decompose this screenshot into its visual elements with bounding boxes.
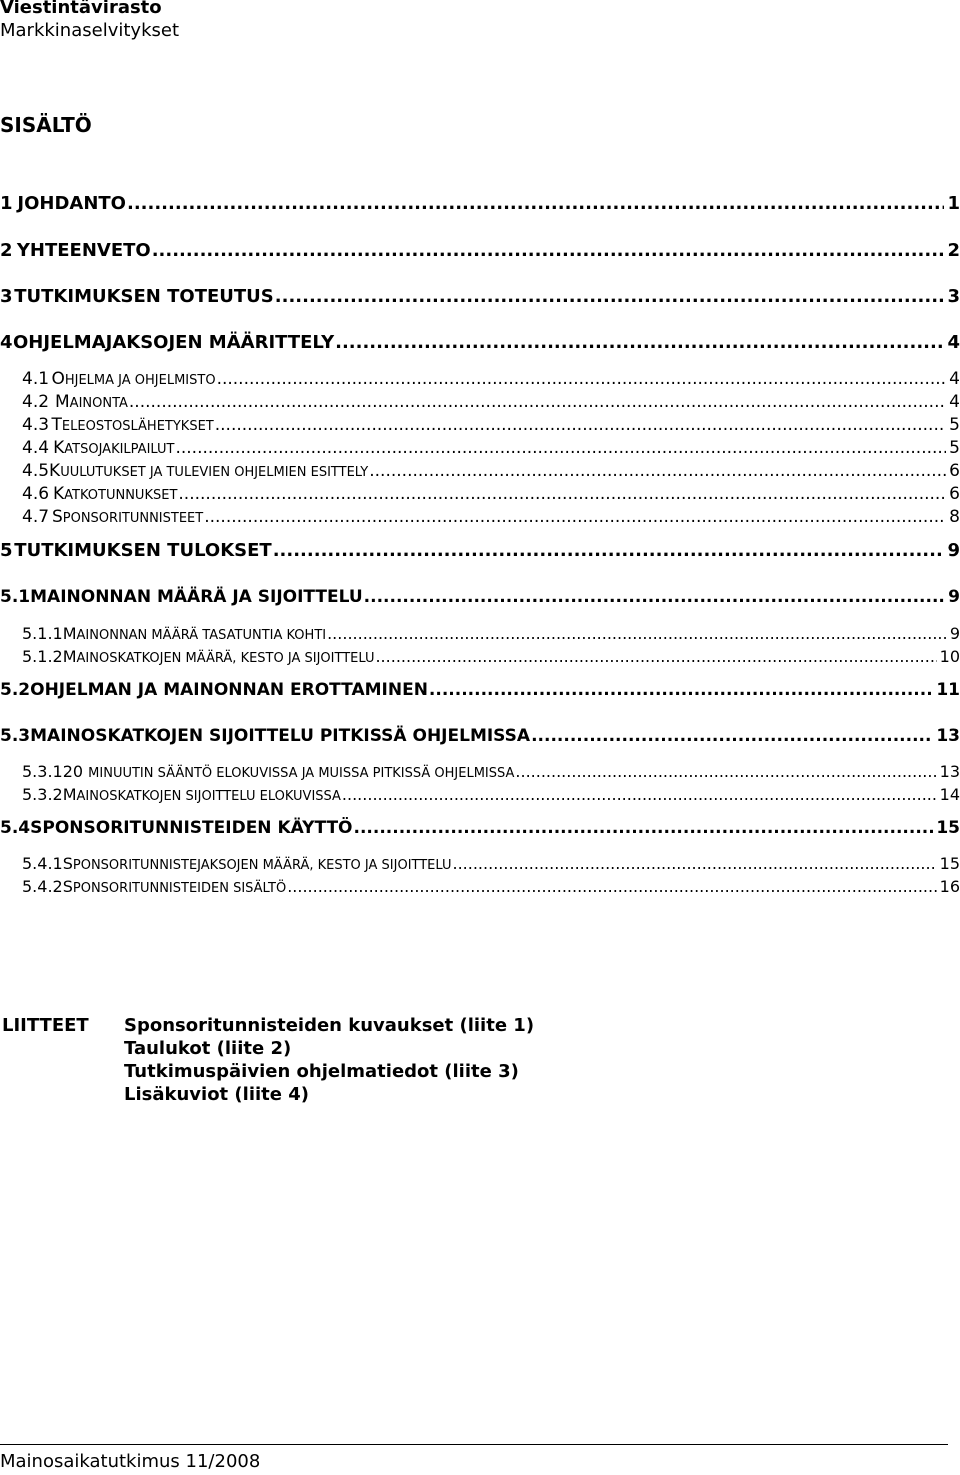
organization-name: Viestintävirasto [0, 0, 162, 18]
toc-dot-leader [273, 540, 945, 561]
toc-entry-title: OHJELMA JA OHJELMISTO [51, 369, 216, 389]
toc-entry-number: 5.4 [0, 818, 31, 838]
toc-entry-number: 2 [0, 240, 13, 261]
toc-entry-number: 5.3.1 [22, 762, 63, 781]
toc-entry[interactable] [0, 762, 960, 781]
toc-entry-number: 5.4.2 [22, 877, 63, 896]
toc-entry-title: MAINONTA [55, 392, 128, 412]
toc-entry-title: OHJELMAJAKSOJEN MÄÄRITTELY [12, 332, 335, 353]
toc-dot-leader [531, 726, 933, 746]
toc-entry-page: 13 [939, 762, 960, 781]
toc-entry[interactable] [0, 818, 960, 838]
toc-dot-leader [129, 392, 946, 412]
toc-entry-number: 5.3 [0, 726, 31, 746]
toc-entry[interactable] [0, 507, 960, 527]
toc-entry[interactable] [0, 540, 960, 561]
toc-entry[interactable] [0, 484, 960, 504]
toc-dot-leader [152, 240, 945, 261]
toc-entry-page: 3 [947, 286, 960, 307]
toc-entry[interactable] [0, 461, 960, 481]
toc-entry[interactable] [0, 726, 960, 746]
toc-entry-page: 2 [947, 240, 960, 261]
toc-entry-number: 1 [0, 193, 13, 214]
toc-entry[interactable] [0, 286, 960, 307]
toc-entry-title: OHJELMAN JA MAINONNAN EROTTAMINEN [30, 680, 428, 700]
appendices-label: LIITTEET [2, 1015, 89, 1036]
toc-entry-number: 5.3.2 [22, 785, 63, 804]
toc-dot-leader [375, 647, 936, 666]
appendix-item: Tutkimuspäivien ohjelmatiedot (liite 3) [124, 1061, 519, 1082]
toc-entry-page: 9 [947, 540, 960, 561]
toc-entry-number: 4 [0, 332, 13, 353]
toc-entry-title: JOHDANTO [17, 193, 126, 214]
footer-divider [0, 1444, 948, 1445]
toc-title: SISÄLTÖ [0, 113, 92, 137]
toc-entry[interactable] [0, 392, 960, 412]
toc-entry-page: 9 [948, 587, 960, 607]
toc-entry-number: 5.1.1 [22, 624, 63, 643]
toc-entry-title: KUULUTUKSET JA TULEVIEN OHJELMIEN ESITTELY [49, 461, 369, 481]
toc-entry-page: 11 [936, 680, 960, 700]
toc-dot-leader [217, 369, 947, 389]
toc-entry-page: 5 [949, 438, 960, 458]
toc-entry-page: 4 [949, 369, 960, 389]
toc-dot-leader [515, 762, 936, 781]
toc-entry-number: 4.1 [22, 369, 50, 389]
toc-entry-title: MAINONNAN MÄÄRÄ JA SIJOITTELU [30, 587, 363, 607]
toc-dot-leader [369, 461, 946, 481]
toc-entry-page: 1 [947, 193, 960, 214]
footer-text: Mainosaikatutkimus 11/2008 [0, 1451, 261, 1472]
toc-entry[interactable] [0, 647, 960, 666]
toc-dot-leader [175, 438, 946, 458]
toc-entry[interactable] [0, 877, 960, 896]
toc-entry-title: MAINOSKATKOJEN SIJOITTELU PITKISSÄ OHJELMISSA [30, 726, 531, 746]
toc-dot-leader [453, 854, 937, 873]
toc-dot-leader [342, 785, 937, 804]
toc-dot-leader [429, 680, 933, 700]
toc-entry-number: 5.1 [0, 587, 31, 607]
toc-dot-leader [127, 193, 944, 214]
toc-entry-number: 4.2 [22, 392, 50, 412]
toc-entry-title: SPONSORITUNNISTEET [51, 507, 204, 527]
toc-entry-page: 8 [949, 507, 960, 527]
appendix-item: Taulukot (liite 2) [124, 1038, 292, 1059]
toc-dot-leader [354, 818, 934, 838]
toc-entry-page: 16 [939, 877, 960, 896]
toc-entry-number: 4.5 [22, 461, 50, 481]
toc-entry-title: MAINOSKATKOJEN MÄÄRÄ, KESTO JA SIJOITTELU [62, 647, 375, 666]
toc-entry-number: 5 [0, 540, 13, 561]
toc-entry[interactable] [0, 415, 960, 435]
toc-entry-page: 6 [949, 461, 960, 481]
toc-entry-number: 5.4.1 [22, 854, 63, 873]
toc-entry[interactable] [0, 785, 960, 804]
toc-dot-leader [335, 332, 944, 353]
toc-entry-title: SPONSORITUNNISTEIDEN KÄYTTÖ [30, 818, 353, 838]
toc-entry-title: KATKOTUNNUKSET [53, 484, 178, 504]
toc-entry-page: 14 [939, 785, 960, 804]
toc-entry-title: 20 MINUUTIN SÄÄNTÖ ELOKUVISSA JA MUISSA PITKISSÄ OHJELMISSA [62, 762, 515, 781]
toc-entry-page: 13 [936, 726, 960, 746]
toc-entry-title: TUTKIMUKSEN TOTEUTUS [14, 286, 274, 307]
toc-dot-leader [275, 286, 945, 307]
toc-entry-page: 9 [949, 624, 960, 643]
toc-entry-number: 5.2 [0, 680, 31, 700]
toc-entry-title: KATSOJAKILPAILUT [53, 438, 175, 458]
toc-entry[interactable] [0, 369, 960, 389]
toc-entry-page: 10 [939, 647, 960, 666]
toc-entry-title: TELEOSTOSLÄHETYKSET [51, 415, 214, 435]
toc-dot-leader [327, 624, 947, 643]
toc-dot-leader [364, 587, 946, 607]
appendix-item: Lisäkuviot (liite 4) [124, 1084, 309, 1105]
toc-entry-title: YHTEENVETO [16, 240, 151, 261]
toc-entry-title: MAINONNAN MÄÄRÄ TASATUNTIA KOHTI [62, 624, 327, 643]
toc-entry-number: 5.1.2 [22, 647, 63, 666]
toc-entry-page: 4 [947, 332, 960, 353]
toc-dot-leader [178, 484, 946, 504]
toc-entry-page: 15 [936, 818, 960, 838]
toc-entry[interactable] [0, 680, 960, 700]
toc-entry-title: SPONSORITUNNISTEIDEN SISÄLTÖ [62, 877, 287, 896]
toc-entry-number: 4.7 [22, 507, 50, 527]
toc-entry-title: TUTKIMUKSEN TULOKSET [14, 540, 272, 561]
toc-entry[interactable] [0, 854, 960, 873]
toc-entry-number: 3 [0, 286, 13, 307]
department-name: Markkinaselvitykset [0, 20, 179, 41]
toc-dot-leader [287, 877, 936, 896]
toc-entry[interactable] [0, 438, 960, 458]
toc-entry-page: 4 [949, 392, 960, 412]
toc-entry[interactable] [0, 624, 960, 643]
toc-entry-number: 4.3 [22, 415, 50, 435]
appendix-item: Sponsoritunnisteiden kuvaukset (liite 1) [124, 1015, 535, 1036]
toc-dot-leader [204, 507, 946, 527]
toc-entry[interactable] [0, 332, 960, 353]
toc-entry[interactable] [0, 193, 960, 214]
toc-entry-title: SPONSORITUNNISTEJAKSOJEN MÄÄRÄ, KESTO JA SIJOITTELU [62, 854, 452, 873]
toc-entry-number: 4.4 [22, 438, 50, 458]
toc-entry-page: 15 [939, 854, 960, 873]
toc-entry[interactable] [0, 587, 960, 607]
toc-dot-leader [215, 415, 946, 435]
toc-entry-page: 5 [949, 415, 960, 435]
toc-entry[interactable] [0, 240, 960, 261]
toc-entry-page: 6 [949, 484, 960, 504]
toc-entry-title: MAINOSKATKOJEN SIJOITTELU ELOKUVISSA [62, 785, 341, 804]
toc-entry-number: 4.6 [22, 484, 50, 504]
